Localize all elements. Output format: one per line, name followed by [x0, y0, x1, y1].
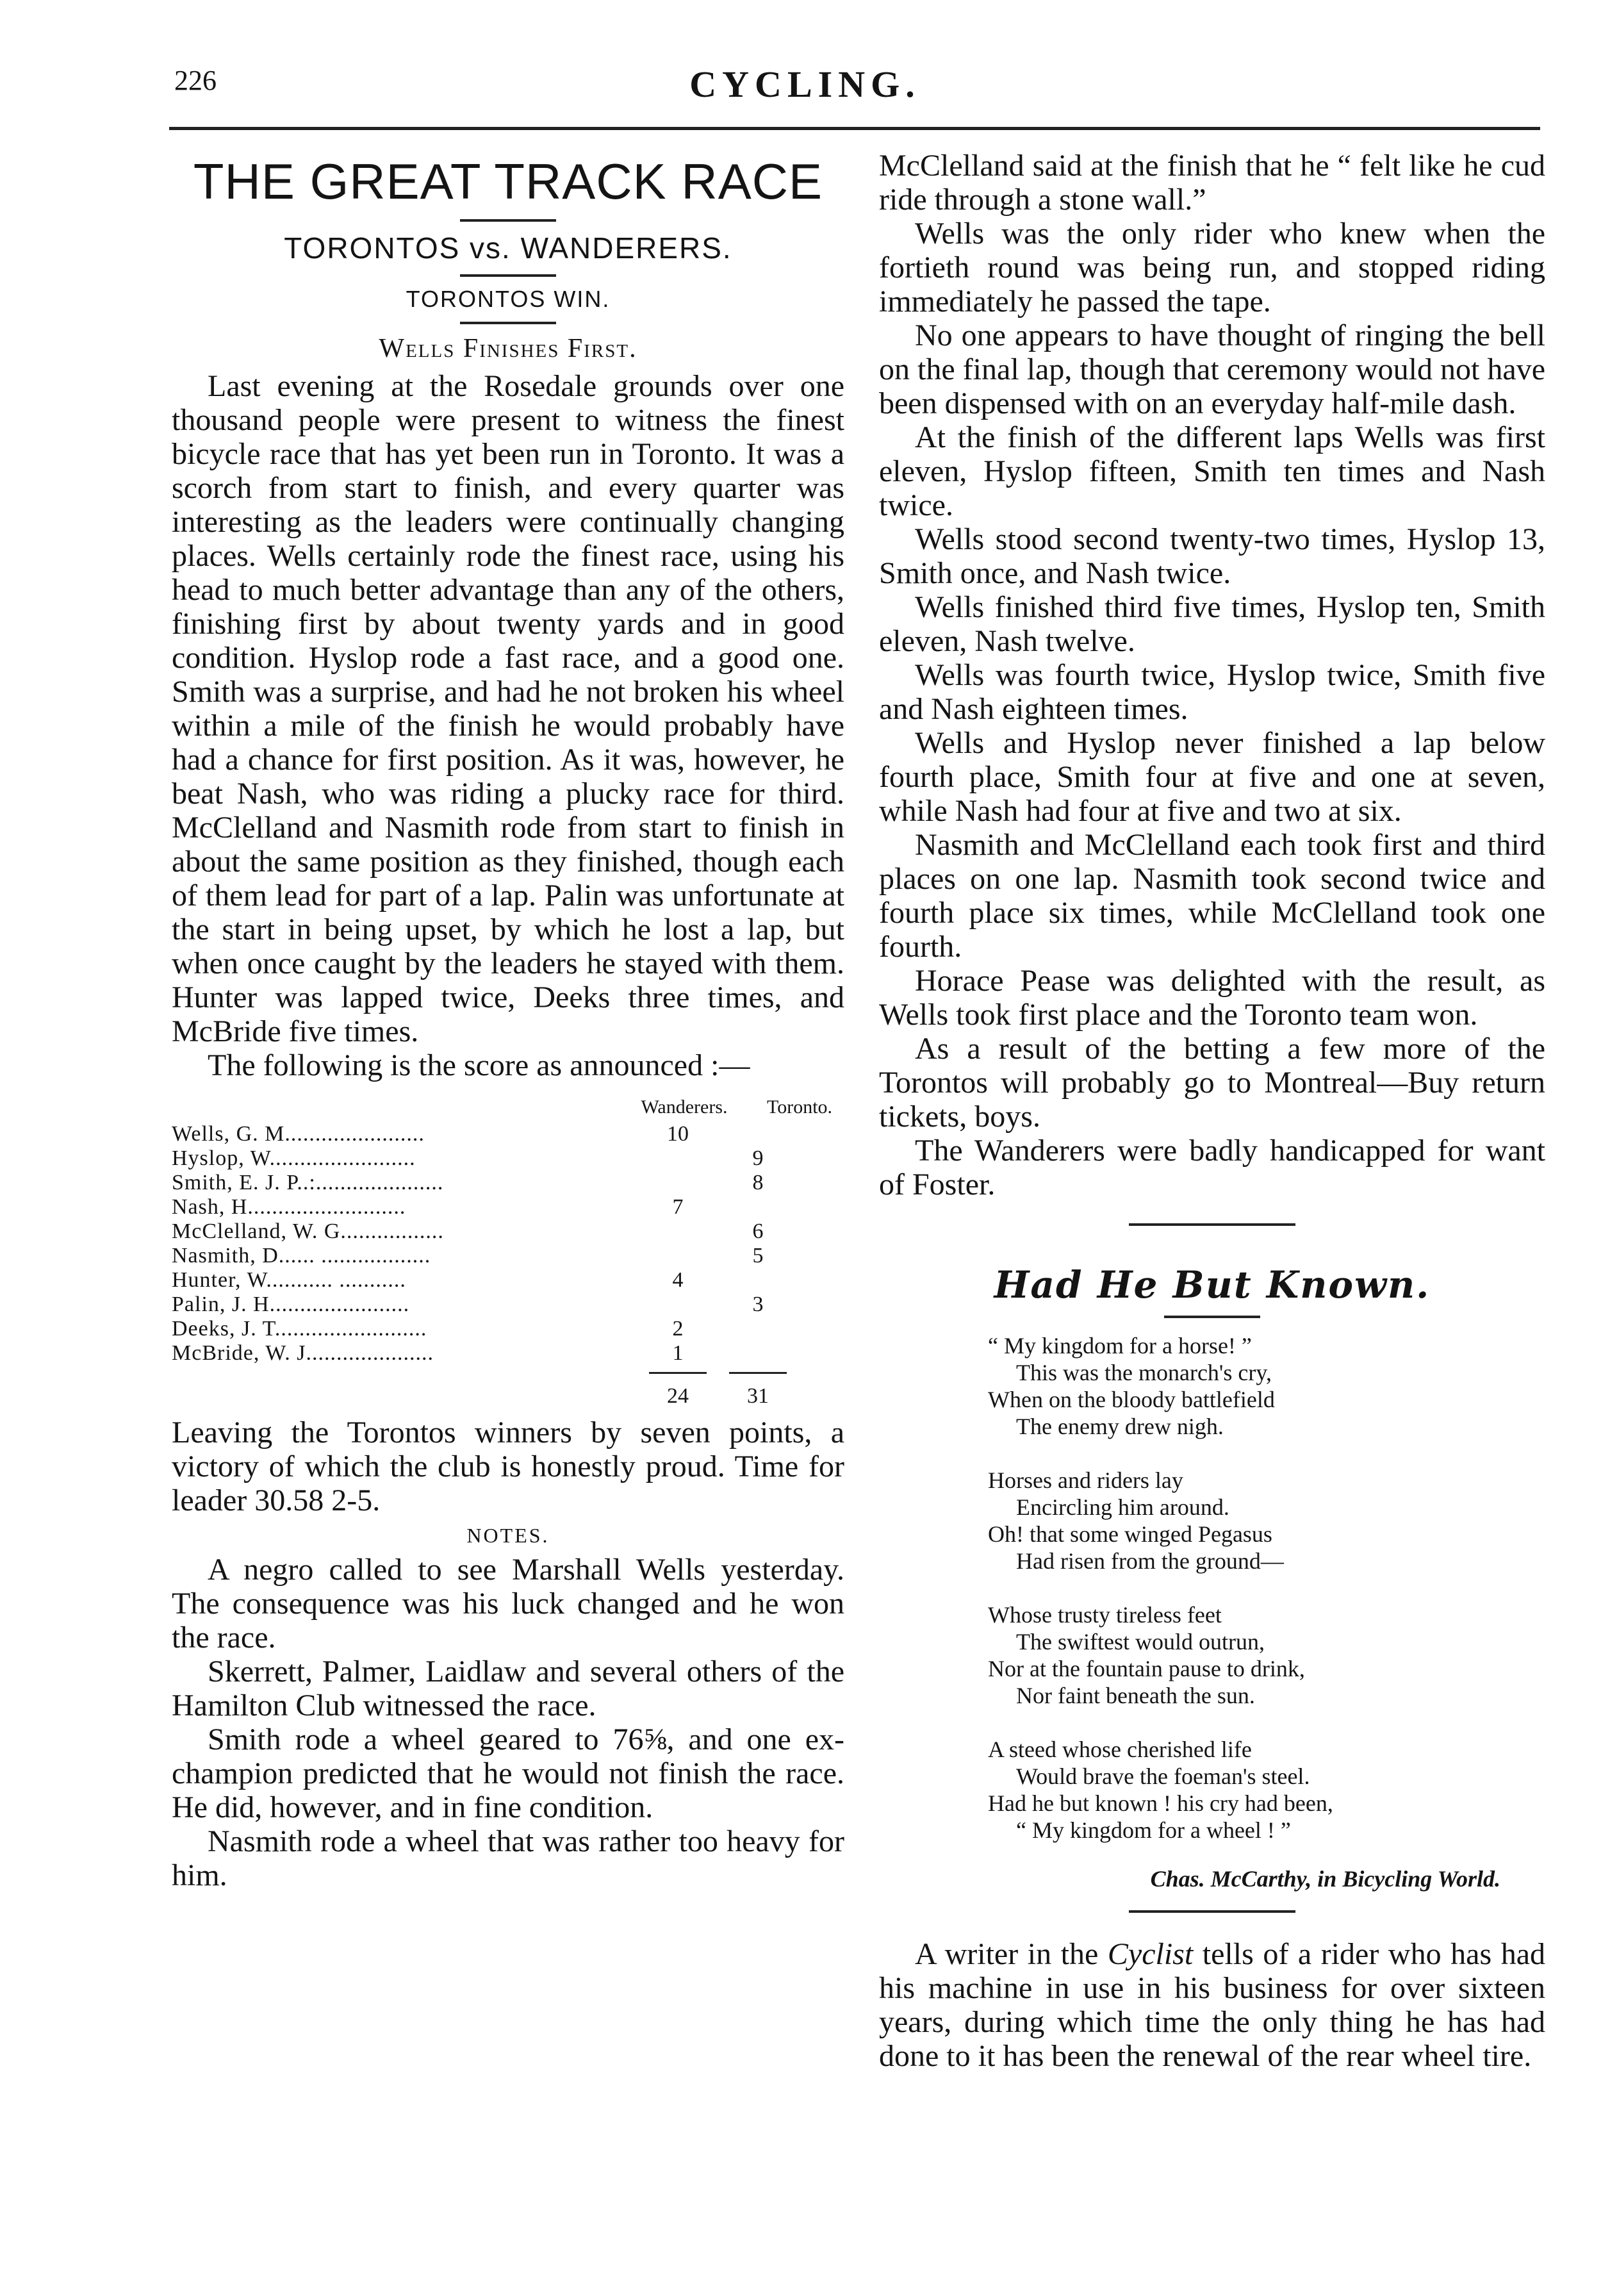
poem-line: Nor at the fountain pause to drink, [988, 1656, 1305, 1681]
poem-stanza [988, 1736, 1545, 1844]
article-paragraph: Nasmith and McClelland each took first and third places on one lap. Nasmith took second twice and fourth place six times, while McClelland took one fourth. [879, 828, 1545, 964]
table-row [172, 1195, 844, 1219]
poem-line: A steed whose cherished life [988, 1737, 1252, 1762]
wanderers-points: 2 [672, 1317, 684, 1341]
article-paragraph: At the finish of the different laps Wells was first eleven, Hyslop fifteen, Smith ten times and Nash twice. [879, 420, 1545, 522]
closing-paragraph [879, 1937, 1545, 2073]
toronto-points: 3 [752, 1293, 764, 1316]
article-paragraph: Last evening at the Rosedale grounds over one thousand people were present to witness the finest bicycle race that has yet been run in Toronto. It was a scorch from start to finish, and every quarter was interesting as the leaders were continually changing places. Wells certainly rode the finest race, using his head to much better advantage than any of the others, finishing first by about twenty yards and in good condition. Hyslop rode a fast race, and a good one. Smith was a surprise, and had he not broken his wheel within a mile of the finish he would probably have had a chance for first position. As it was, however, he beat Nash, who was riding a plucky race for third. McClelland and Nasmith rode from start to finish in about the same position as they finished, though each of them lead for part of a lap. Palin was unfortunate at the start in being upset, by which he lost a lap, but when once caught by the leaders he stayed with them. Hunter was lapped twice, Deeks three times, and McBride five times. [172, 369, 844, 1048]
poem-line: Had he but known ! his cry had been, [988, 1790, 1333, 1816]
closing-text: tells of a rider who has had his machine in use in his business for over sixteen years, during which time the only thing he has had done to it has been the renewal of the rear wheel tire. [879, 1937, 1545, 2073]
section-rule [1129, 1223, 1295, 1226]
poem-line: When on the bloody battlefield [988, 1387, 1275, 1412]
rider-name: Palin, J. H....................... [172, 1293, 410, 1316]
table-row [172, 1341, 844, 1366]
column-header-toronto: Toronto. [766, 1096, 833, 1118]
article-subhead: Wells Finishes First. [379, 334, 637, 363]
rule [460, 274, 556, 277]
article-paragraph: The Wanderers were badly handicapped for want of Foster. [879, 1134, 1545, 1202]
notes-heading: NOTES. [466, 1524, 550, 1547]
rider-name: Nasmith, D...... .................. [172, 1244, 431, 1268]
poem-line: “ My kingdom for a wheel ! ” [1016, 1817, 1291, 1843]
rider-name: Wells, G. M....................... [172, 1122, 425, 1146]
rider-name: Deeks, J. T......................... [172, 1317, 427, 1341]
poem-stanza [988, 1332, 1545, 1440]
table-row [172, 1219, 844, 1244]
rule [460, 322, 556, 324]
article-paragraph: Wells finished third five times, Hyslop ten, Smith eleven, Nash twelve. [879, 590, 1545, 658]
poem-stanza [988, 1601, 1545, 1709]
page-number: 226 [174, 65, 217, 96]
toronto-points: 8 [752, 1171, 764, 1194]
article-paragraph: Wells was fourth twice, Hyslop twice, Smith five and Nash eighteen times. [879, 658, 1545, 726]
note-paragraph: Smith rode a wheel geared to 76⅝, and one ex-champion predicted that he would not finish the race. He did, however, and in fine condition. [172, 1722, 844, 1824]
wanderers-points: 4 [672, 1268, 684, 1292]
poem-line: Horses and riders lay [988, 1467, 1183, 1493]
poem-line: Whose trusty tireless feet [988, 1602, 1222, 1628]
totals-row [172, 1380, 844, 1413]
poem-line: “ My kingdom for a horse! ” [988, 1333, 1252, 1359]
poem [988, 1332, 1545, 1844]
toronto-points: 9 [752, 1146, 764, 1170]
wanderers-total: 24 [667, 1384, 689, 1408]
article-paragraph: Leaving the Torontos winners by seven points, a victory of which the club is honestly proud. Time for leader 30.58 2-5. [172, 1416, 844, 1517]
table-row [172, 1122, 844, 1146]
poem-line: Nor faint beneath the sun. [1016, 1683, 1255, 1708]
article-subhead: TORONTOS vs. WANDERERS. [284, 231, 732, 265]
closing-text: A writer in the [915, 1937, 1108, 1971]
toronto-points: 5 [752, 1244, 764, 1268]
poem-stanza [988, 1467, 1545, 1574]
poem-title: Had He But Known. [994, 1263, 1431, 1307]
article-paragraph: As a result of the betting a few more of the Torontos will probably go to Montreal—Buy return tickets, boys. [879, 1032, 1545, 1134]
table-row [172, 1317, 844, 1341]
article-paragraph: No one appears to have thought of ringing the bell on the final lap, though that ceremony would not have been dispensed with on an everyday half-mile dash. [879, 318, 1545, 420]
section-rule [1129, 1910, 1295, 1913]
poem-line: Oh! that some winged Pegasus [988, 1521, 1272, 1547]
note-paragraph: Skerrett, Palmer, Laidlaw and several others of the Hamilton Club witnessed the race. [172, 1655, 844, 1722]
publication-name: Cyclist [1107, 1937, 1194, 1971]
article-paragraph: Wells and Hyslop never finished a lap below fourth place, Smith four at five and one at seven, while Nash had four at five and two at six. [879, 726, 1545, 828]
article-paragraph: The following is the score as announced :— [208, 1048, 750, 1082]
toronto-points: 6 [752, 1219, 764, 1243]
score-table-header [172, 1093, 844, 1122]
table-row [172, 1244, 844, 1268]
wanderers-points: 7 [672, 1195, 684, 1219]
wanderers-points: 10 [667, 1122, 689, 1146]
left-column [172, 149, 844, 1892]
table-row [172, 1268, 844, 1293]
poem-line: The enemy drew nigh. [1016, 1414, 1224, 1439]
rule [460, 219, 556, 222]
poem-credit: Chas. McCarthy, in Bicycling World. [1150, 1866, 1500, 1892]
rider-name: McClelland, W. G................. [172, 1219, 444, 1243]
article-paragraph: Wells was the only rider who knew when the fortieth round was being run, and stopped riding immediately he passed the tape. [879, 217, 1545, 318]
rider-name: Hyslop, W........................ [172, 1146, 416, 1170]
rider-name: Nash, H.......................... [172, 1195, 406, 1219]
article-paragraph: Wells stood second twenty-two times, Hyslop 13, Smith once, and Nash twice. [879, 522, 1545, 590]
header-rule [169, 127, 1540, 130]
rider-name: Smith, E. J. P..:..................... [172, 1171, 444, 1194]
poem-line: Encircling him around. [1016, 1494, 1229, 1520]
poem-line: Would brave the foeman's steel. [1016, 1763, 1310, 1789]
toronto-total: 31 [747, 1384, 769, 1408]
total-rules [172, 1366, 844, 1380]
poem-line: The swiftest would outrun, [1016, 1629, 1265, 1655]
total-rule [729, 1372, 787, 1374]
total-rule [649, 1372, 707, 1374]
article-paragraph: Horace Pease was delighted with the result, as Wells took first place and the Toronto team won. [879, 964, 1545, 1032]
journal-title: CYCLING. [689, 63, 921, 105]
wanderers-points: 1 [672, 1341, 684, 1365]
article-headline: THE GREAT TRACK RACE [193, 153, 823, 210]
column-header-wanderers: Wanderers. [641, 1096, 728, 1118]
table-row [172, 1171, 844, 1195]
rider-name: McBride, W. J..................... [172, 1341, 434, 1365]
table-row [172, 1293, 844, 1317]
score-table [172, 1093, 844, 1413]
poem-line: This was the monarch's cry, [1016, 1360, 1272, 1385]
note-paragraph: Nasmith rode a wheel that was rather too heavy for him. [172, 1824, 844, 1892]
article-subhead: TORONTOS WIN. [406, 286, 611, 312]
article-paragraph: McClelland said at the finish that he “ felt like he cud ride through a stone wall.” [879, 149, 1545, 217]
rider-name: Hunter, W........... ........... [172, 1268, 406, 1292]
note-paragraph: A negro called to see Marshall Wells yesterday. The consequence was his luck changed and he won the race. [172, 1553, 844, 1655]
right-column [879, 149, 1545, 2073]
poem-line: Had risen from the ground— [1016, 1548, 1284, 1574]
table-row [172, 1146, 844, 1171]
rule [1164, 1316, 1260, 1318]
